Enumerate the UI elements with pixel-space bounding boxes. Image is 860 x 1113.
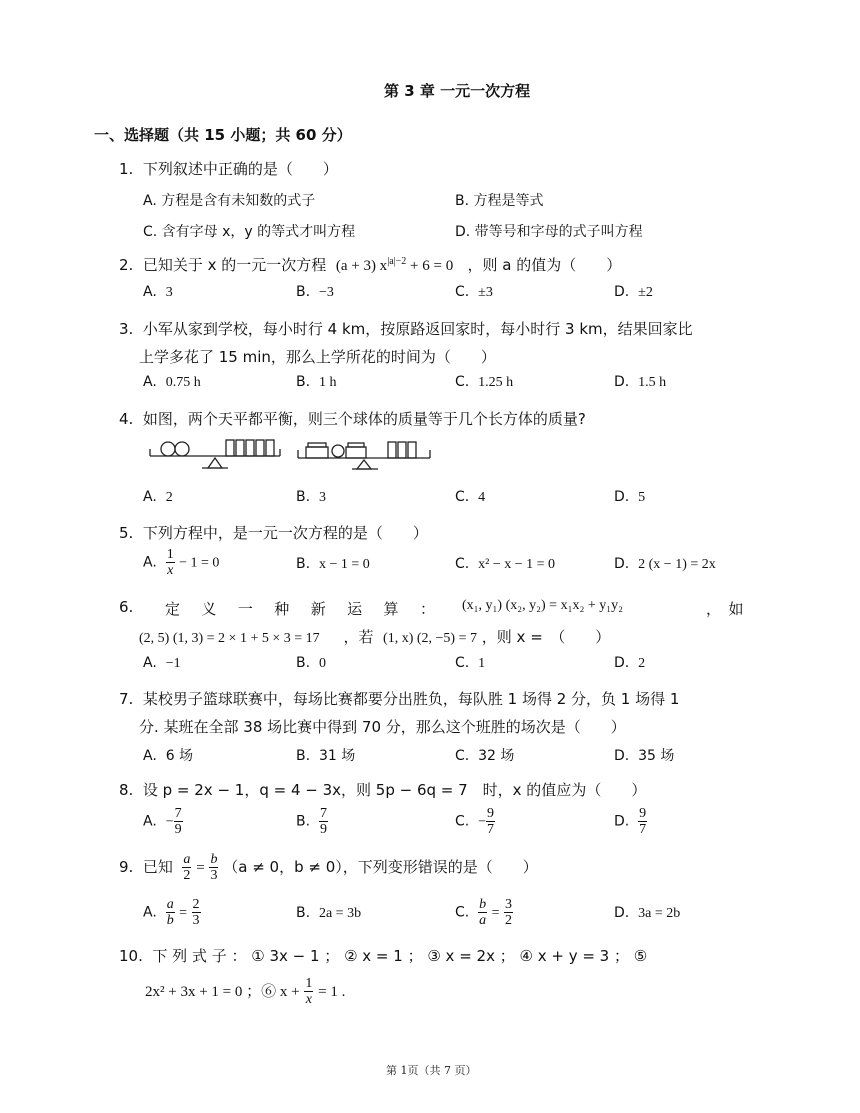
question-text: 下列方程中，是一元一次方程的是（ ） bbox=[142, 524, 428, 542]
option-a[interactable]: −1 bbox=[165, 656, 181, 671]
question-text: 设 p = 2x − 1，q = 4 − 3x，则 5p − 6q = 7 时，x 的值应为（ ） bbox=[142, 781, 647, 799]
question-text-tail: （a ≠ 0，b ≠ 0），下列变形错误的是（ ） bbox=[223, 858, 538, 876]
question-number: 9. bbox=[119, 858, 134, 876]
option-c[interactable]: C. $\frac{b}{a}$ = $\frac{3}{2}$ bbox=[455, 897, 512, 928]
balance-scales-figure bbox=[148, 436, 438, 474]
equation: (a + 3) $x^{|a|-2} + 6 = 0$ bbox=[335, 256, 454, 274]
question-number: 3. bbox=[119, 320, 134, 338]
option-d[interactable]: D. $\frac{9}{7}$ bbox=[614, 806, 647, 837]
question-text-line2: 上学多花了 15 min，那么上学所花的时间为（ ） bbox=[139, 348, 496, 366]
page-title: 第 3 章 一元一次方程 bbox=[384, 82, 531, 100]
operation-definition: (x₁, y₁) (x₂, y₂) = x₁x₂ + y₁y₂ bbox=[462, 598, 623, 613]
option-d[interactable]: 3a = 2b bbox=[638, 906, 681, 921]
question-text: 下 列 式 子 ： ① 3x − 1 ； ② x = 1 ； ③ x = 2x ； ④ x + y = 3 ； ⑤ bbox=[152, 947, 648, 965]
question-text-tail: ，则 a 的值为（ ） bbox=[467, 256, 622, 274]
option-c[interactable]: C. − $\frac{9}{7}$ bbox=[455, 806, 495, 837]
option-a[interactable]: A. $\frac{1}{x}$ − 1 = 0 bbox=[143, 547, 220, 578]
question-text: 如图，两个天平都平衡，则三个球体的质量等于几个长方体的质量? bbox=[142, 410, 586, 428]
option-a[interactable]: A. 方程是含有未知数的式子 bbox=[143, 193, 316, 209]
question-number: 10. bbox=[119, 947, 143, 965]
option-d[interactable]: 1.5 h bbox=[638, 375, 667, 390]
question-text-line2: 2x² + 3x + 1 = 0 ；⑥ x + $\frac{1}{x}$ = 1 . bbox=[145, 976, 346, 1007]
option-d[interactable]: 2 bbox=[638, 656, 646, 671]
option-c[interactable]: 1 bbox=[478, 656, 486, 671]
option-b[interactable]: 0 bbox=[318, 656, 326, 671]
option-c[interactable]: C. 含有字母 x，y 的等式才叫方程 bbox=[143, 224, 356, 240]
question-text-spaced: 定 义 一 种 新 运 算 ： bbox=[165, 600, 435, 618]
option-a[interactable]: A. − $\frac{7}{9}$ bbox=[143, 806, 182, 837]
option-c[interactable]: 1.25 h bbox=[478, 375, 514, 390]
question-text: 已知关于 x 的一元一次方程 bbox=[142, 256, 327, 274]
option-b[interactable]: B. 方程是等式 bbox=[455, 193, 544, 209]
question-number: 6. bbox=[119, 598, 134, 616]
option-d[interactable]: D. 带等号和字母的式子叫方程 bbox=[455, 224, 643, 240]
section-heading: 一、选择题（共 15 小题；共 60 分） bbox=[94, 126, 352, 144]
option-b[interactable]: −3 bbox=[318, 285, 334, 300]
option-a[interactable]: 2 bbox=[165, 490, 173, 505]
question-text: 已知 bbox=[142, 858, 173, 876]
question-text-tail: ，则 x = （ ） bbox=[481, 628, 611, 646]
option-b[interactable]: B. $\frac{7}{9}$ bbox=[296, 806, 327, 837]
option-b[interactable]: x − 1 = 0 bbox=[318, 557, 370, 572]
option-a[interactable]: 3 bbox=[165, 285, 173, 300]
question-text: 某校男子篮球联赛中，每场比赛都要分出胜负，每队胜 1 场得 2 分，负 1 场得 1 bbox=[142, 690, 680, 708]
option-d[interactable]: 2 (x − 1) = 2x bbox=[638, 557, 716, 572]
question-number: 7. bbox=[119, 690, 134, 708]
option-c[interactable]: x² − x − 1 = 0 bbox=[478, 557, 556, 572]
option-d[interactable]: 5 bbox=[638, 490, 646, 505]
question-text: 小军从家到学校，每小时行 4 km，按原路返回家时，每小时行 3 km，结果回家比 bbox=[142, 320, 693, 338]
question-text: ，若 bbox=[343, 628, 374, 646]
given-ratio: $\frac{a}{2}$ bbox=[183, 852, 191, 883]
option-b[interactable]: 2a = 3b bbox=[318, 906, 362, 921]
question-number: 5. bbox=[119, 524, 134, 542]
option-b[interactable]: 3 bbox=[318, 490, 326, 505]
option-c[interactable]: 32 场 bbox=[478, 748, 515, 764]
question-text-tail: ， 如 bbox=[706, 600, 744, 618]
option-b[interactable]: 31 场 bbox=[318, 748, 356, 764]
option-c[interactable]: 4 bbox=[478, 490, 486, 505]
question-text-line2: 分. 某班在全部 38 场比赛中得到 70 分，那么这个班胜的场次是（ ） bbox=[139, 718, 626, 736]
question-number: 1. bbox=[119, 160, 134, 178]
question-text: 下列叙述中正确的是（ ） bbox=[142, 160, 338, 178]
option-a[interactable]: A. $\frac{a}{b}$ = $\frac{2}{3}$ bbox=[143, 897, 200, 928]
question-number: 2. bbox=[119, 256, 134, 274]
page-footer: 第 1页（共 7 页） bbox=[386, 1064, 477, 1077]
option-b[interactable]: 1 h bbox=[318, 375, 337, 390]
example-equation: (2, 5) (1, 3) = 2 × 1 + 5 × 3 = 17 bbox=[139, 631, 320, 646]
option-d[interactable]: 35 场 bbox=[638, 748, 675, 764]
question-number: 8. bbox=[119, 781, 134, 799]
option-c[interactable]: ±3 bbox=[478, 285, 493, 300]
condition-equation: (1, x) (2, −5) = 7 bbox=[383, 631, 477, 646]
question-number: 4. bbox=[119, 410, 134, 428]
option-a[interactable]: 6 场 bbox=[165, 748, 194, 764]
option-a[interactable]: 0.75 h bbox=[165, 375, 201, 390]
option-d[interactable]: ±2 bbox=[638, 285, 653, 300]
